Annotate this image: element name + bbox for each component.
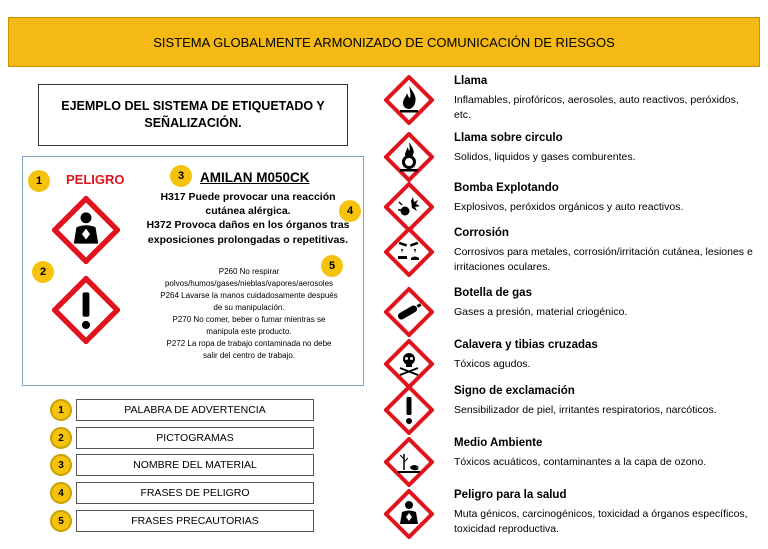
- legend-row: [50, 427, 314, 449]
- hazard-line: cutánea alérgica.: [205, 205, 291, 218]
- legend-number: 4: [50, 482, 72, 504]
- hazard-description: Muta génicos, carcinogénicos, toxicidad a órganos específicos, toxicidad reproductiva.: [454, 508, 748, 535]
- skull-crossbones-icon: [384, 339, 434, 389]
- example-title-box: [38, 84, 348, 146]
- exploding-bomb-icon: [384, 182, 434, 232]
- hazard-title: Botella de gas: [454, 287, 532, 299]
- legend-row: [50, 482, 314, 504]
- legend-number: 2: [50, 427, 72, 449]
- marker-2: 2: [32, 261, 54, 283]
- hazard-line: H317 Puede provocar una reacción: [160, 191, 336, 203]
- precaution-line: P270 No comer, beber o fumar mientras se: [172, 315, 326, 324]
- hazard-description: Sensibilizador de piel, irritantes respiratorios, narcóticos.: [454, 404, 717, 416]
- banner-title: SISTEMA GLOBALMENTE ARMONIZADO DE COMUNICACIÓN DE RIESGOS: [153, 34, 615, 50]
- marker-5: 5: [321, 255, 343, 277]
- legend-label: PALABRA DE ADVERTENCIA: [76, 399, 314, 421]
- marker-3: 3: [170, 165, 192, 187]
- precaution-line: P260 No respirar: [218, 267, 280, 276]
- hazard-title: Corrosión: [454, 227, 509, 239]
- precaution-line: P264 Lavarse la manos cuidadosamente después: [160, 291, 338, 300]
- precaution-line: P272 La ropa de trabajo contaminada no debe: [166, 339, 332, 348]
- precautionary-statements: [138, 266, 360, 362]
- legend-number: 3: [50, 454, 72, 476]
- hazard-description: Inflamables, pirofóricos, aerosoles, auto reactivos, peróxidos, etc.: [454, 94, 739, 121]
- hazard-description: Solidos, liquidos y gases comburentes.: [454, 151, 636, 163]
- health-hazard-icon: [384, 489, 434, 539]
- legend-row: [50, 454, 314, 476]
- precaution-line: manipula este producto.: [206, 327, 292, 336]
- precaution-line: de su manipulación.: [213, 303, 285, 312]
- gas-cylinder-icon: [384, 287, 434, 337]
- environment-icon: [384, 437, 434, 487]
- hazard-title: Peligro para la salud: [454, 489, 567, 501]
- signal-word: PELIGRO: [66, 172, 125, 187]
- precaution-line: salir del centro de trabajo.: [202, 351, 296, 360]
- hazard-title: Medio Ambiente: [454, 437, 543, 449]
- hazard-line: exposiciones prolongadas o repetitivas.: [147, 233, 349, 246]
- legend-label: FRASES PRECAUTORIAS: [76, 510, 314, 532]
- hazard-title: Llama: [454, 75, 488, 87]
- hazard-title: Llama sobre circulo: [454, 132, 563, 144]
- exclamation-icon: [384, 385, 434, 435]
- hazard-description: Explosivos, peróxidos orgánicos y auto reactivos.: [454, 201, 684, 213]
- legend-row: [50, 510, 314, 532]
- example-title: EJEMPLO DEL SISTEMA DE ETIQUETADO Y SEÑALIZACIÓN.: [61, 98, 325, 130]
- material-name: AMILAN M050CK: [200, 170, 310, 185]
- legend-number: 5: [50, 510, 72, 532]
- precaution-line: polvos/humos/gases/nieblas/vapores/aerosoles: [164, 279, 334, 288]
- hazard-description: Corrosivos para metales, corrosión/irritación cutánea, lesiones e irritaciones oculares.: [454, 246, 753, 273]
- legend-label: NOMBRE DEL MATERIAL: [76, 454, 314, 476]
- hazard-description: Gases a presión, material criogénico.: [454, 306, 628, 318]
- legend-label: FRASES DE PELIGRO: [76, 482, 314, 504]
- hazard-line: H372 Provoca daños en los órganos tras: [146, 219, 350, 232]
- legend-number: 1: [50, 399, 72, 421]
- corrosion-icon: [384, 227, 434, 277]
- hazard-description: Tóxicos agudos.: [454, 358, 531, 370]
- label-health-hazard-icon: [52, 196, 120, 264]
- hazard-title: Signo de exclamación: [454, 385, 575, 397]
- flame-over-circle-icon: [384, 132, 434, 182]
- hazard-title: Calavera y tibias cruzadas: [454, 339, 598, 351]
- marker-1: 1: [28, 170, 50, 192]
- legend-row: [50, 399, 314, 421]
- marker-4: 4: [339, 200, 361, 222]
- header-banner: [8, 17, 760, 67]
- hazard-title: Bomba Explotando: [454, 182, 559, 194]
- legend-label: PICTOGRAMAS: [76, 427, 314, 449]
- hazard-description: Tóxicos acuáticos, contaminantes a la capa de ozono.: [454, 456, 707, 468]
- hazard-statements: [140, 190, 356, 247]
- label-exclamation-icon: [52, 276, 120, 344]
- flame-icon: [384, 75, 434, 125]
